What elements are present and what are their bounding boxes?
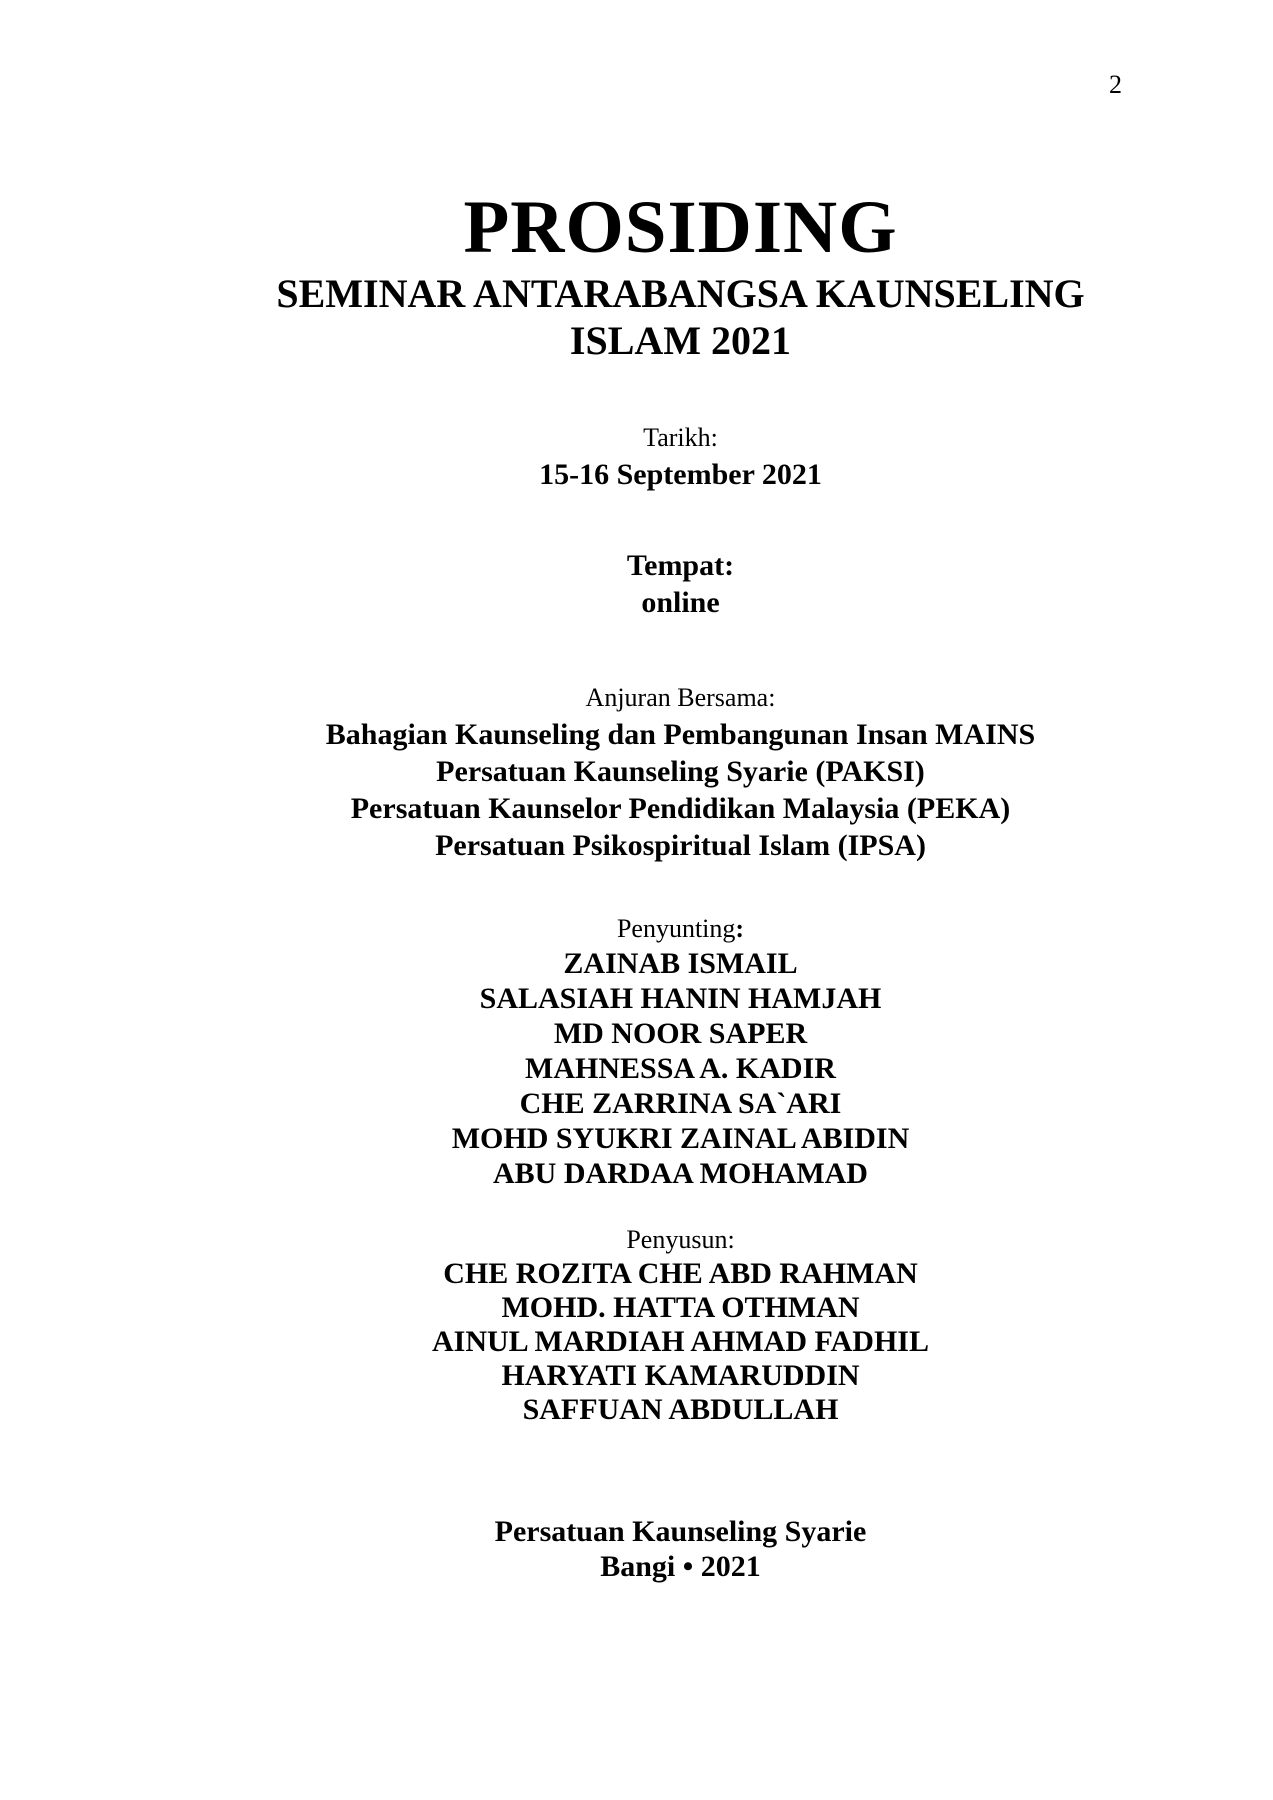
compiler-name: CHE ROZITA CHE ABD RAHMAN <box>443 1257 918 1290</box>
editors-label <box>88 911 1273 946</box>
date-label: Tarikh: <box>643 423 718 452</box>
page-number: 2 <box>1109 70 1122 99</box>
compiler-name: AINUL MARDIAH AHMAD FADHIL <box>432 1325 929 1358</box>
organizer-item: Persatuan Psikospiritual Islam (IPSA) <box>435 829 926 862</box>
date-section <box>88 419 1273 493</box>
compilers-label: Penyusun: <box>626 1225 735 1254</box>
compiler-name: MOHD. HATTA OTHMAN <box>501 1291 860 1324</box>
title-page-content <box>88 0 1273 1584</box>
compiler-name: HARYATI KAMARUDDIN <box>501 1359 860 1392</box>
publisher-place-year: Bangi • 2021 <box>600 1550 761 1583</box>
editor-name: MAHNESSA A. KADIR <box>525 1052 836 1085</box>
editor-name: SALASIAH HANIN HAMJAH <box>479 982 882 1015</box>
document-title: PROSIDING <box>463 186 898 269</box>
editors-section <box>88 911 1273 1191</box>
date-value: 15-16 September 2021 <box>539 458 822 491</box>
document-subtitle-line2: ISLAM 2021 <box>569 318 792 363</box>
editor-name: MD NOOR SAPER <box>553 1017 808 1050</box>
publisher-section <box>88 1514 1273 1584</box>
editors-label-text: Penyunting <box>616 914 736 943</box>
venue-section <box>88 547 1273 621</box>
editor-name: MOHD SYUKRI ZAINAL ABIDIN <box>451 1122 910 1155</box>
editor-name: CHE ZARRINA SA`ARI <box>519 1087 842 1120</box>
venue-label: Tempat: <box>626 549 735 582</box>
document-subtitle-line1: SEMINAR ANTARABANGSA KAUNSELING <box>276 271 1085 316</box>
organizer-item: Persatuan Kaunselor Pendidikan Malaysia (PEKA) <box>350 792 1011 825</box>
title-block <box>88 186 1273 364</box>
compiler-name: SAFFUAN ABDULLAH <box>522 1393 839 1426</box>
organizer-item: Bahagian Kaunseling dan Pembangunan Insan MAINS <box>325 718 1036 751</box>
publisher-name: Persatuan Kaunseling Syarie <box>494 1515 867 1548</box>
editor-name: ABU DARDAA MOHAMAD <box>493 1157 868 1190</box>
organizers-section <box>88 679 1273 864</box>
editor-name: ZAINAB ISMAIL <box>563 947 798 980</box>
editors-label-colon: : <box>735 914 745 943</box>
organizer-item: Persatuan Kaunseling Syarie (PAKSI) <box>436 755 925 788</box>
organizers-label: Anjuran Bersama: <box>585 683 776 712</box>
venue-value: online <box>641 586 720 619</box>
compilers-section <box>88 1223 1273 1427</box>
